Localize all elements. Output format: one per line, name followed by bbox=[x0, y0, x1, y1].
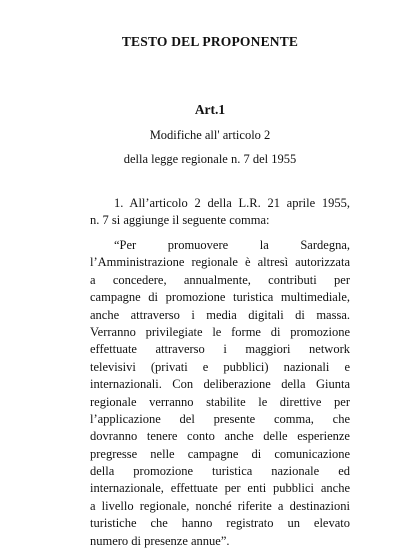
article-number: Art.1 bbox=[194, 102, 226, 117]
quote-line: anche attraverso i media digitali di massa. bbox=[90, 307, 350, 322]
paragraph-1-line: n. 7 si aggiunge il seguente comma: bbox=[90, 213, 270, 228]
quote-line: a livello regionale, nonché riferite a destinazioni bbox=[90, 498, 350, 513]
article-heading-line-2: della legge regionale n. 7 del 1955 bbox=[123, 152, 297, 166]
quote-line: a concedere, annualmente, contributi per bbox=[90, 272, 350, 287]
quote-line: effettuate attraverso i maggiori network bbox=[90, 342, 350, 357]
quote-line: Verranno privilegiate le forme di promozione bbox=[90, 324, 350, 339]
quote-line: regionale verranno stabilite le direttive per bbox=[90, 394, 350, 409]
paragraph-1-line: 1. All’articolo 2 della L.R. 21 aprile 1955, bbox=[114, 196, 350, 210]
quote-line: internazionali. Con deliberazione della Giunta bbox=[90, 377, 350, 392]
quote-line: dovranno tenere conto anche delle esperienze bbox=[90, 429, 350, 444]
quote-line: l’applicazione del presente comma, che bbox=[90, 411, 350, 426]
document-title: TESTO DEL PROPONENTE bbox=[121, 34, 299, 49]
article-heading-line-1: Modifiche all' articolo 2 bbox=[149, 128, 271, 142]
quote-line: l’Amministrazione regionale è altresì autorizzata bbox=[90, 255, 350, 270]
quote-line: campagne di promozione turistica multimediale, bbox=[90, 290, 350, 305]
quoted-comma bbox=[90, 237, 350, 550]
quote-line: televisivi (privati e pubblici) nazionali e bbox=[90, 359, 350, 374]
quote-line: pregresse nelle campagne di comunicazione bbox=[90, 446, 350, 461]
quote-line: della promozione turistica nazionale ed bbox=[90, 464, 350, 479]
paragraph-1 bbox=[90, 195, 350, 230]
quote-line: numero di presenze annue”. bbox=[90, 533, 230, 548]
quote-line: internazionale, effettuate per enti pubblici anche bbox=[90, 481, 350, 496]
quote-line: “Per promuovere la Sardegna, bbox=[114, 238, 350, 252]
quote-line: turistiche che hanno registrato un elevato bbox=[90, 516, 350, 531]
